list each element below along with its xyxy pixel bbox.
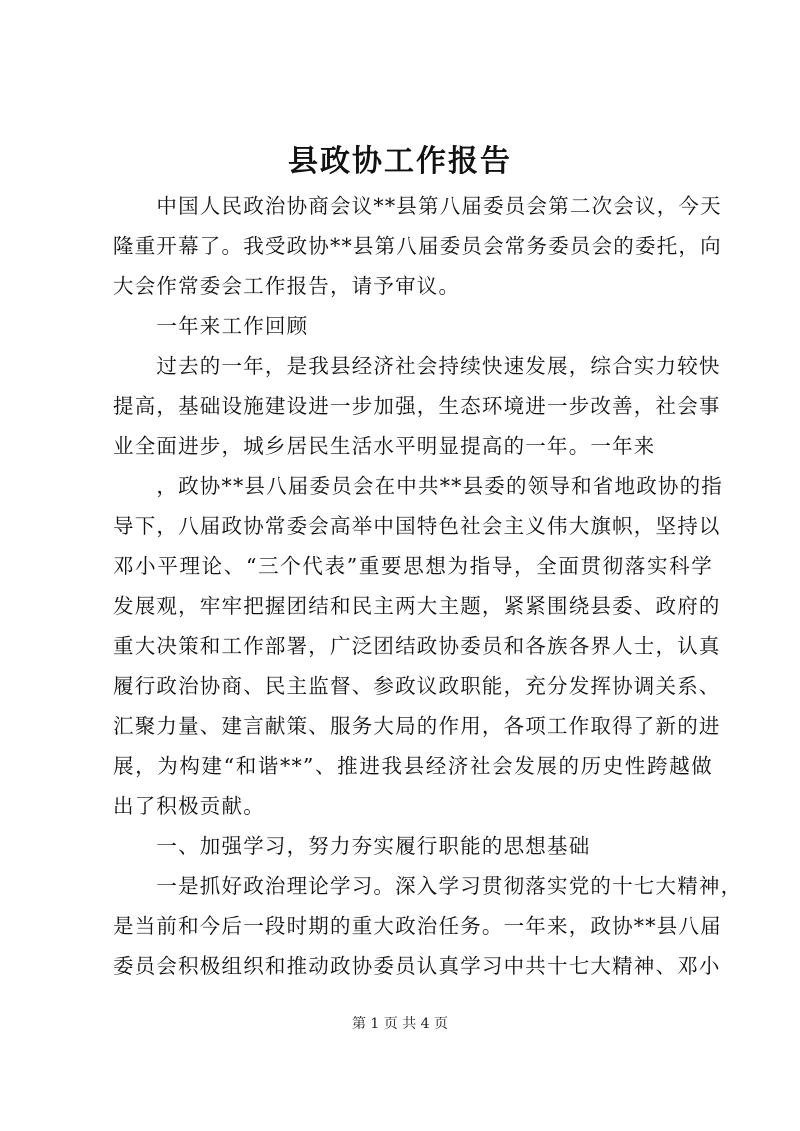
- body-line: 汇聚力量、建言献策、服务大局的作用，各项工作取得了新的进: [113, 714, 721, 738]
- section-heading: 一、加强学习，努力夯实履行职能的思想基础: [113, 834, 591, 858]
- body-line: 邓小平理论、“三个代表”重要思想为指导，全面贯彻落实科学: [113, 554, 713, 578]
- body-line: 委员会积极组织和推动政协委员认真学习中共十七大精神、邓小: [113, 954, 721, 978]
- body-line: 提高，基础设施建设进一步加强，生态环境进一步改善，社会事: [113, 394, 721, 418]
- body-line: 出了积极贡献。: [113, 794, 265, 818]
- body-line: 履行政治协商、民主监督、参政议政职能，充分发挥协调关系、: [113, 674, 721, 698]
- body-line: 过去的一年，是我县经济社会持续快速发展，综合实力较快: [113, 354, 721, 378]
- body-line: 大会作常委会工作报告，请予审议。: [113, 274, 461, 298]
- body-line: 中国人民政治协商会议**县第八届委员会第二次会议，今天: [113, 194, 722, 218]
- page-footer: 第 1 页 共 4 页: [351, 1016, 449, 1032]
- body-line: 发展观，牢牢把握团结和民主两大主题，紧紧围绕县委、政府的: [113, 594, 721, 618]
- body-line: 隆重开幕了。我受政协**县第八届委员会常务委员会的委托，向: [113, 234, 722, 258]
- section-heading: 一年来工作回顾: [113, 314, 309, 338]
- document-body: [113, 186, 743, 986]
- document-title: 县政协工作报告: [288, 144, 512, 179]
- body-line: 一是抓好政治理论学习。深入学习贯彻落实党的十七大精神，: [113, 874, 743, 898]
- body-line: 业全面进步，城乡居民生活水平明显提高的一年。一年来: [113, 434, 656, 458]
- body-line: 导下，八届政协常委会高举中国特色社会主义伟大旗帜，坚持以: [113, 514, 721, 538]
- body-line: 重大决策和工作部署，广泛团结政协委员和各族各界人士，认真: [113, 634, 721, 658]
- body-line: 是当前和今后一段时期的重大政治任务。一年来，政协**县八届: [113, 914, 722, 938]
- body-line: 展，为构建“和谐**”、推进我县经济社会发展的历史性跨越做: [113, 754, 713, 778]
- body-line: ，政协**县八届委员会在中共**县委的领导和省地政协的指: [113, 474, 723, 498]
